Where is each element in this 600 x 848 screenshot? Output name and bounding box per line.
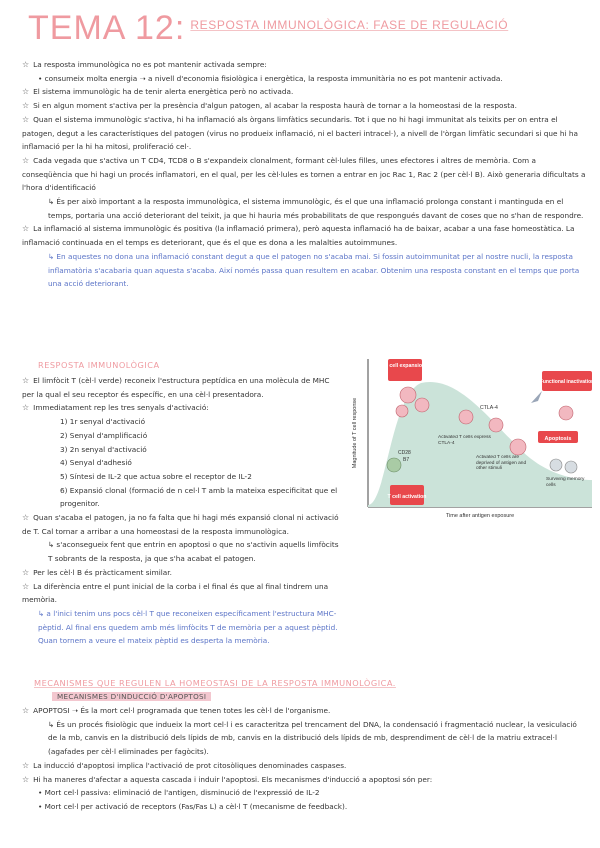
star-bullet-icon: ☆ — [22, 60, 30, 69]
b7-label: B7 — [403, 457, 410, 463]
note-text: • consumeix molta energia ➝ a nivell d'economia fisiològica i energètica, la resposta immunitària no es pot mantenir activada. — [38, 73, 503, 83]
note-text: ↳ En aquestes no dona una inflamació constant degut a que el patogen no s'acaba mai. Si fossin autoimmunitat per al nostre nucli, la resposta inflamatòria s'acabaria quan aquesta s'acaba. Així només passa quan resultem en acabar. Obtenim una resposta constant en el temps que porta una acció deteriorant. — [48, 251, 580, 289]
note-line — [22, 429, 340, 443]
star-bullet-icon: ☆ — [22, 581, 30, 591]
note-line — [22, 58, 587, 72]
note-line — [22, 786, 587, 800]
figure-y-label: Magnitude of T cell response — [352, 397, 358, 469]
star-bullet-icon: ☆ — [22, 760, 30, 770]
note-line — [22, 195, 587, 222]
intro-notes — [22, 58, 587, 291]
apc-icon — [387, 458, 401, 472]
note-text: Quan s'acaba el patogen, ja no fa falta que hi hagi més expansió clonal ni activació de T. Cal tornar a arribar a una homeostasi de la resposta immunològica. — [22, 513, 339, 536]
figure-x-label: Time after antigen exposure — [445, 513, 515, 519]
note-text: ↳ És un procés fisiològic que indueix la mort cel·l i es caracteritza pel trencament del DNA, la condensació i fragmentació nuclear, la vesiculació de la mb, canvis en la distribució dels lípids de mb, canvis en la distribució dels lípids de mb, desprendiment de cèl·l de la matriu extracel·l (agafades per cèl·l eliminades per fagòcits). — [48, 719, 577, 757]
note-line — [22, 250, 587, 291]
note-line — [22, 85, 587, 99]
note-line — [22, 99, 587, 113]
star-bullet-icon: ☆ — [22, 403, 30, 413]
note-text: APOPTOSI ➝ És la mort cel·l programada que tenen totes les cèl·l de l'organisme. — [33, 706, 331, 715]
note-text: La diferència entre el punt inicial de la corba i el final és que al final tindrem una memòria. — [22, 581, 329, 605]
star-bullet-icon: ☆ — [22, 774, 30, 784]
note-text: ↳ s'aconsegueix fent que entrin en apoptosi o que no s'activin aquells limfòcits T sobrants de la resposta, ja que s'ha acabat el patogen. — [48, 540, 339, 564]
note-line — [22, 456, 340, 470]
note-line — [22, 72, 587, 86]
note-line — [22, 113, 587, 154]
arrow-icon — [531, 391, 542, 403]
star-bullet-icon: ☆ — [22, 155, 30, 165]
note-text: ↳ És per això important a la resposta immunològica, el sistema immunològic, és el que una inflamació prolonga constant i mantinguda en el temps, portaria una acció deteriorant del teixit, ja que hi hauria més probabilitats de que respongués davant de coses que no s'han de respondre. — [48, 197, 584, 220]
section-heading-mechanisms: MECANISMES QUE REGULEN LA HOMEOSTASI DE LA RESPOSTA IMMUNOLÒGICA. — [34, 678, 396, 688]
note-text: • Mort cel·l passiva: eliminació de l'antigen, disminució de l'expressió de IL-2 — [38, 788, 320, 798]
activation-label: T cell activation — [387, 494, 427, 500]
note-line — [22, 759, 587, 773]
functional-label: Functional inactivation — [539, 379, 594, 385]
star-bullet-icon: ☆ — [22, 513, 30, 523]
note-line — [22, 401, 340, 415]
note-text: Quan el sistema immunològic s'activa, hi ha inflamació als òrgans limfàtics secundaris. Tot i que no hi hagi immunitat als teixits per on entra el patogen, degut a les característiques del patogen (virus no produeix inflamació, ni el bacteri intracel·), a nivell de l'òrgan limfàtic secundari si que hi ha inflamació per la hi ha mitosi, proliferació cel·. — [22, 114, 578, 152]
t-cell-icon — [400, 387, 416, 403]
deprived-note: Activated T cells are deprived of antigen and other stimuli — [476, 455, 527, 472]
note-line — [22, 800, 587, 814]
subheading-apoptosis: MECANISMES D'INDUCCIÓ D'APOPTOSI — [52, 692, 211, 701]
star-bullet-icon: ☆ — [22, 101, 30, 111]
note-line — [22, 470, 340, 484]
cd28-label: CD28 — [398, 450, 411, 456]
note-text: 6) Expansió clonal (formació de n cel·l T amb la mateixa especificitat que el progenitor. — [60, 485, 338, 509]
note-text: La inflamació al sistema immunològic és positiva (la inflamació primera), però aquesta inflamació ha de baixar, acabar a una fase homeostàtica. La inflamació continuada en el temps es deteriorant, que és el que es dona a les malalties autoimmunes. — [22, 224, 575, 248]
t-cell-icon — [559, 406, 573, 420]
note-line — [22, 580, 340, 607]
star-bullet-icon: ☆ — [22, 114, 30, 124]
note-text: 2) Senyal d'amplificació — [60, 430, 148, 440]
note-text: El limfòcit T (cèl·l verde) reconeix l'estructura peptídica en una molècula de MHC per la qual el seu receptor és específic, en una cèl·l presentadora. — [22, 376, 330, 399]
star-bullet-icon: ☆ — [22, 224, 30, 234]
t-cell-icon — [510, 439, 526, 455]
note-line — [22, 484, 340, 511]
note-text: 3) 2n senyal d'activació — [60, 444, 147, 454]
note-line — [22, 154, 587, 195]
note-text: Hi ha maneres d'afectar a aquesta cascada i induir l'apoptosi. Els mecanismes d'inducció a apoptosi són per: — [33, 774, 433, 784]
memory-cell-icon — [565, 461, 577, 473]
memory-note: Surviving memory cells — [546, 477, 585, 488]
t-cell-icon — [415, 398, 429, 412]
page-title — [28, 6, 588, 50]
expansion-label: T cell expansion — [384, 363, 426, 369]
ctla4-label: CTLA-4 — [480, 405, 498, 411]
note-text: Si en algun moment s'activa per la presència d'algun patogen, al acabar la resposta haurà de tornar a la homeostasi de la resposta. — [33, 101, 517, 111]
title-main: TEMA 12: — [28, 9, 186, 47]
title-subtitle: RESPOSTA IMMUNOLÒGICA: FASE DE REGULACIÓ — [190, 18, 509, 32]
note-text: 1) 1r senyal d'activació — [60, 417, 146, 427]
note-line — [22, 538, 340, 565]
activated-note: Activated T cells express CTLA-4 — [438, 435, 491, 446]
star-bullet-icon: ☆ — [22, 706, 30, 715]
note-line — [22, 718, 587, 759]
note-text: 4) Senyal d'adhesió — [60, 458, 132, 468]
star-bullet-icon: ☆ — [22, 567, 30, 577]
note-line — [22, 704, 587, 718]
t-cell-response-figure — [346, 355, 594, 525]
t-cell-icon — [489, 418, 503, 432]
note-line — [22, 511, 340, 538]
note-line — [22, 607, 340, 648]
note-text: La inducció d'apoptosi implica l'activació de prot citosòliques denominades caspases. — [33, 760, 347, 770]
note-line — [22, 374, 340, 401]
section-heading-immune-response: RESPOSTA IMMUNOLÒGICA — [38, 360, 160, 370]
star-bullet-icon: ☆ — [22, 376, 30, 385]
note-text: El sistema immunològic ha de tenir alerta energètica però no activada. — [33, 87, 294, 97]
note-line — [22, 415, 340, 429]
note-line — [22, 443, 340, 457]
note-text: 5) Síntesi de IL-2 que actua sobre el receptor de IL-2 — [60, 471, 252, 481]
t-cell-icon — [396, 405, 408, 417]
note-text: La resposta immunològica no es pot mantenir activada sempre: — [33, 60, 267, 69]
note-text: Cada vegada que s'activa un T CD4, TCD8 o B s'expandeix clonalment, formant cèl·lules filles, unes efectores i altres de memòria. Com a conseqüència que hi hagi un procés inflamatori, en el qual, per les cèl·lules es tornen a entrar en joc Rac 1, Rac 2 (per cèl·l B). Això generaria dificultats a l'hora d'identificació — [22, 155, 586, 193]
note-text: ↳ a l'inici tenim uns pocs cèl·l T que reconeixen específicament l'estructura MHC-pèptid. Al final ens quedem amb més limfòcits T de memòria per a aquest pèptid. Quan tornem a veure el mateix pèptid es desperta la memòria. — [38, 608, 338, 646]
t-cell-icon — [459, 410, 473, 424]
mechanisms-notes — [22, 704, 587, 814]
note-line — [22, 566, 340, 580]
note-line — [22, 773, 587, 787]
apoptosis-label: Apoptosis — [544, 436, 572, 442]
memory-cell-icon — [550, 459, 562, 471]
note-text: Per les cèl·l B és pràcticament similar. — [33, 567, 172, 577]
note-line — [22, 222, 587, 249]
note-text: Immediatament rep les tres senyals d'activació: — [33, 403, 209, 413]
note-text: • Mort cel·l per activació de receptors (Fas/Fas L) a cèl·l T (mecanisme de feedback). — [38, 801, 348, 811]
star-bullet-icon: ☆ — [22, 87, 30, 97]
immune-response-notes — [22, 374, 340, 648]
